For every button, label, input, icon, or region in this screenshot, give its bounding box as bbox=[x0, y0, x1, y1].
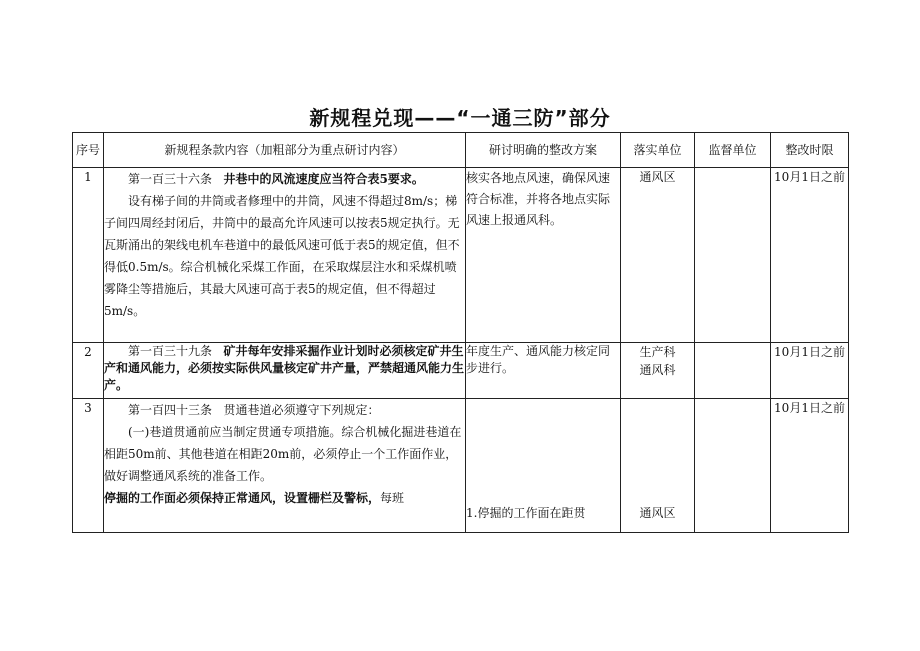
row-unit: 通风区 bbox=[621, 168, 695, 343]
row-deadline: 10月1日之前 bbox=[771, 168, 849, 343]
row-content bbox=[104, 399, 466, 533]
row-deadline: 10月1日之前 bbox=[771, 399, 849, 533]
clause-paragraph: 设有梯子间的井筒或者修理中的井筒，风速不得超过8m/s；梯子间四周经封闭后，井筒中的最高允许风速可以按表5规定执行。无瓦斯涌出的架线电机车巷道中的最低风速可低于表5的规定值，但不得低0.5m/s。综合机械化采煤工作面，在采取煤层注水和采煤机喷雾降尘等措施后，其最大风速可高于表5的规定值，但不得超过5m/s。 bbox=[104, 194, 460, 318]
clause-bold: 矿井每年安排采掘作业计划时必须核定矿井生产和通风能力，必须按实际供风量核定矿井产量，严禁超通风能力生产。 bbox=[104, 344, 465, 392]
row-supervisor bbox=[695, 343, 771, 399]
row-plan: 年度生产、通风能力核定同步进行。 bbox=[466, 343, 621, 399]
clause-item: (一)巷道贯通前应当制定贯通专项措施。综合机械化掘进巷道在相距50m前、其他巷道在相距20m前，必须停止一个工作面作业，做好调整通风系统的准备工作。 bbox=[104, 425, 462, 483]
unit-line: 生产科 bbox=[639, 345, 676, 359]
clause-tail: 每班 bbox=[380, 491, 405, 505]
header-seq: 序号 bbox=[73, 133, 104, 168]
header-plan: 研讨明确的整改方案 bbox=[466, 133, 621, 168]
table-row bbox=[73, 399, 849, 533]
regulation-table bbox=[72, 132, 849, 533]
clause-text: 贯通巷道必须遵守下列规定： bbox=[223, 403, 380, 417]
header-content: 新规程条款内容（加粗部分为重点研讨内容） bbox=[104, 133, 466, 168]
table-row bbox=[73, 343, 849, 399]
clause-line bbox=[104, 168, 465, 190]
unit-text: 通风区 bbox=[639, 506, 676, 520]
clause-number: 第一百三十九条 bbox=[128, 344, 213, 358]
row-deadline: 10月1日之前 bbox=[771, 343, 849, 399]
table-header-row bbox=[73, 133, 849, 168]
row-seq: 2 bbox=[73, 343, 104, 399]
header-unit: 落实单位 bbox=[621, 133, 695, 168]
row-unit bbox=[621, 343, 695, 399]
plan-text: 1.停掘的工作面在距贯 bbox=[466, 506, 586, 520]
clause-item bbox=[104, 487, 465, 509]
row-content bbox=[104, 168, 466, 343]
header-supervisor: 监督单位 bbox=[695, 133, 771, 168]
row-unit bbox=[621, 399, 695, 533]
clause-bold: 停掘的工作面必须保持正常通风，设置栅栏及警标， bbox=[104, 491, 381, 505]
clause-line bbox=[104, 343, 465, 394]
unit-line: 通风科 bbox=[639, 363, 676, 377]
row-content bbox=[104, 343, 466, 399]
row-plan bbox=[466, 399, 621, 533]
page-title: 新规程兑现——“一通三防”部分 bbox=[309, 106, 611, 130]
clause-bold: 井巷中的风流速度应当符合表5要求。 bbox=[223, 172, 424, 186]
row-supervisor bbox=[695, 399, 771, 533]
row-plan: 核实各地点风速，确保风速符合标准，并将各地点实际风速上报通风科。 bbox=[466, 168, 621, 343]
row-seq: 3 bbox=[73, 399, 104, 533]
header-deadline: 整改时限 bbox=[771, 133, 849, 168]
clause-line bbox=[104, 399, 465, 421]
row-seq: 1 bbox=[73, 168, 104, 343]
clause-number: 第一百三十六条 bbox=[128, 172, 213, 186]
table-row bbox=[73, 168, 849, 343]
clause-number: 第一百四十三条 bbox=[128, 403, 213, 417]
row-supervisor bbox=[695, 168, 771, 343]
